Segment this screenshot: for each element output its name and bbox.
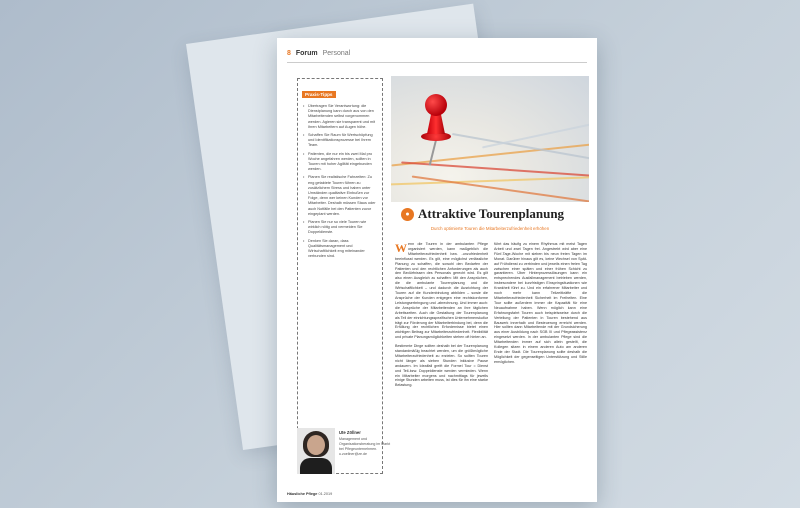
tips-list [302, 104, 378, 259]
section-name: Forum [295, 50, 318, 57]
article-column-2 [494, 242, 587, 369]
page-header [287, 50, 350, 57]
author-photo [297, 428, 335, 474]
tips-label: Praxis-Tipps [302, 91, 336, 98]
paragraph [395, 242, 488, 340]
dropcap: W [395, 241, 407, 255]
page-number: 8 [287, 50, 291, 57]
paragraph: führt das häufig zu einem Rhythmus mit meist Tagen Arbeit und zwei Tagen frei. Angestrebt wird aber eine Fünf-Tage-Woche mit sieben bis neun freien Tagen im Monat. Darüber hinaus gilt es, keine Wechsel von Spät- auf Frühdienst zu verbinden und jeweils einen freien Tag zwischen einer späten und einer frühen Schicht zu garantieren. Über Hinterprozesslösungen kann ein entsprechendes Ausfallmanagement betrieben werden, insbesondere bei kurzfristigen Einspringsituationen wie Krankheit führt zu. Und ein erfahrener Mitarbeiter und noch mehr kann Teilzeitkräfte die Mitarbeiterzufriedenheit Sicherheit im Freiheiten. Eine Tour sollte außerdem immer die Kapazität für eine Neuaufnahme haben. Wenn möglich kann eine Erfahrungsfahrt Touren auch beispielsweise durch die Verteilung der Patienten in Touren bestehend aus Bauwerk innerhalb und Besteuerung erreicht werden. Hier sollten dann Mitarbeitende mit der Grundsicherung aus einer Ausbildung nach SGB XI und Pflegeassistenz eingesetzt werden. In der ambulanten Pflege sind die Mitarbeitenden immer auf sich allein gestellt, die Kollegen sitzen in einem anderen Auto am anderen Ende der Stadt. Die Tourenplanung sollte deshalb die Möglichkeit der gegenseitigen Unterstützung und Stille ermöglichen. [494, 242, 587, 364]
author-name: Ute Zöllner [339, 430, 361, 435]
magazine-name: Häusliche Pflege [287, 492, 318, 496]
tips-box [297, 78, 383, 474]
pushpin-icon [425, 94, 447, 116]
subsection-name: Personal [322, 50, 351, 57]
article-subtitle: Durch optimierte Touren die Mitarbeiterzufriedenheit erhöhen [430, 226, 550, 231]
paragraph-text: enn die Touren in der ambulanten Pflege organisiert werden, kann maßgeblich die Mitarbeiterzufriedenheit bzw. -unzufriedenheit beeinflusst werden. Es gilt, eine möglichst verlässliche Planung zu schaffen, die sowohl den Bedarfen der Patienten und den rechtlichen Anforderungen als auch den Bedürfnissen des Personals gerecht wird. Es gilt also einen Ausgleich zu schaffen: Mit den Ansprüchen, die die ambulante Tourenplanung und die Wirtschaftlichkeit – und dadurch die Ausrichtung der Touren auf die Kundenbindung abbilden – sowie die Ansprüche der Kunden entgegen eine rechtskonforme Leistungserbringung und -abrechnung. Und immer auch: die Ansprüche der Mitarbeitenden an ihre täglichen Arbeitszeiten. Auch die Gestaltung der Tourenplanung als Teil der einrichtungsspezifischen Unternehmenskultur trägt zur Förderung der Mitarbeiterbindung bei, denn die Erfüllung der rechtlichen Erfordernisse bietet einen wichtigen Beitrag zur Mitarbeiterzufriedenheit. Flexibilität und private Planungsmöglichkeiten stehen oft hinten an. [395, 242, 488, 340]
map-pin-photo [391, 76, 589, 202]
author-box [297, 428, 397, 478]
tip-item: • Planen Sie realistische Fahrzeiten: Zu eng getaktete Touren führen zu zusätzlichem Stress und haben unter Umständen qualitative Einbußen zur Folge, denn wer keinen Kunden vor Mitarbeiter. Deshalb müssen Staus oder auch Notfälle bei den Patienten zuvor eingeplant werden. [308, 175, 378, 217]
tip-item: • Patienten, die nur ein bis zwei Mal pro Woche angefahren werden, sollten in Touren mit hoher Agilität eingebunden werden. [308, 152, 378, 173]
issue: 01.2019 [318, 492, 333, 496]
paragraph: Bestimmte Dinge sollten deshalb bei der Tourenplanung standardmäßig beachtet werden, um die größtmögliche Mitarbeiterzufriedenheit zu erzielen. So sollten Touren nicht länger als sieben Stunden inklusive Pause andauern. Im Idealfall greift die Formel Tour = Dienst und Teil-bzw. Doppeldienste werden vermieden. Wenn ein Mitarbeiter morgens und nachmittags für jeweils einige Stunden arbeiten muss, ist dies für ihn eine starke Belastung. [395, 344, 488, 388]
people-icon: ● [401, 208, 414, 221]
tip-item: • Übertragen Sie Verantwortung: die Dienstplanung kann durch aus von den Mitarbeitenden selbst vorgenommen werden. Agieren sie transparent und mit Ihren Mitarbeitern auf Augen höhe. [308, 104, 378, 130]
page-footer [287, 492, 332, 496]
tip-item: • Denken Sie daran, dass Qualitätsmanagement und Wirtschaftlichkeit eng miteinander verbunden sind. [308, 239, 378, 260]
article-title: Attraktive Tourenplanung [418, 206, 565, 221]
header-divider [287, 62, 587, 63]
magazine-page [277, 38, 597, 502]
article-column-1 [395, 242, 488, 392]
tip-item: • Planen Sie nur so viele Touren wie wirklich nötig und vermeiden Sie Doppeldienste. [308, 220, 378, 236]
author-bio: Management und Organisationsberatung im Markt bei Pflegeunternehmen. u.zoellner@ze.de [339, 437, 391, 456]
tip-item: • Schaffen Sie Raum für Wertschöpfung und Identifikationsprozesse bei Ihrem Team. [308, 133, 378, 149]
